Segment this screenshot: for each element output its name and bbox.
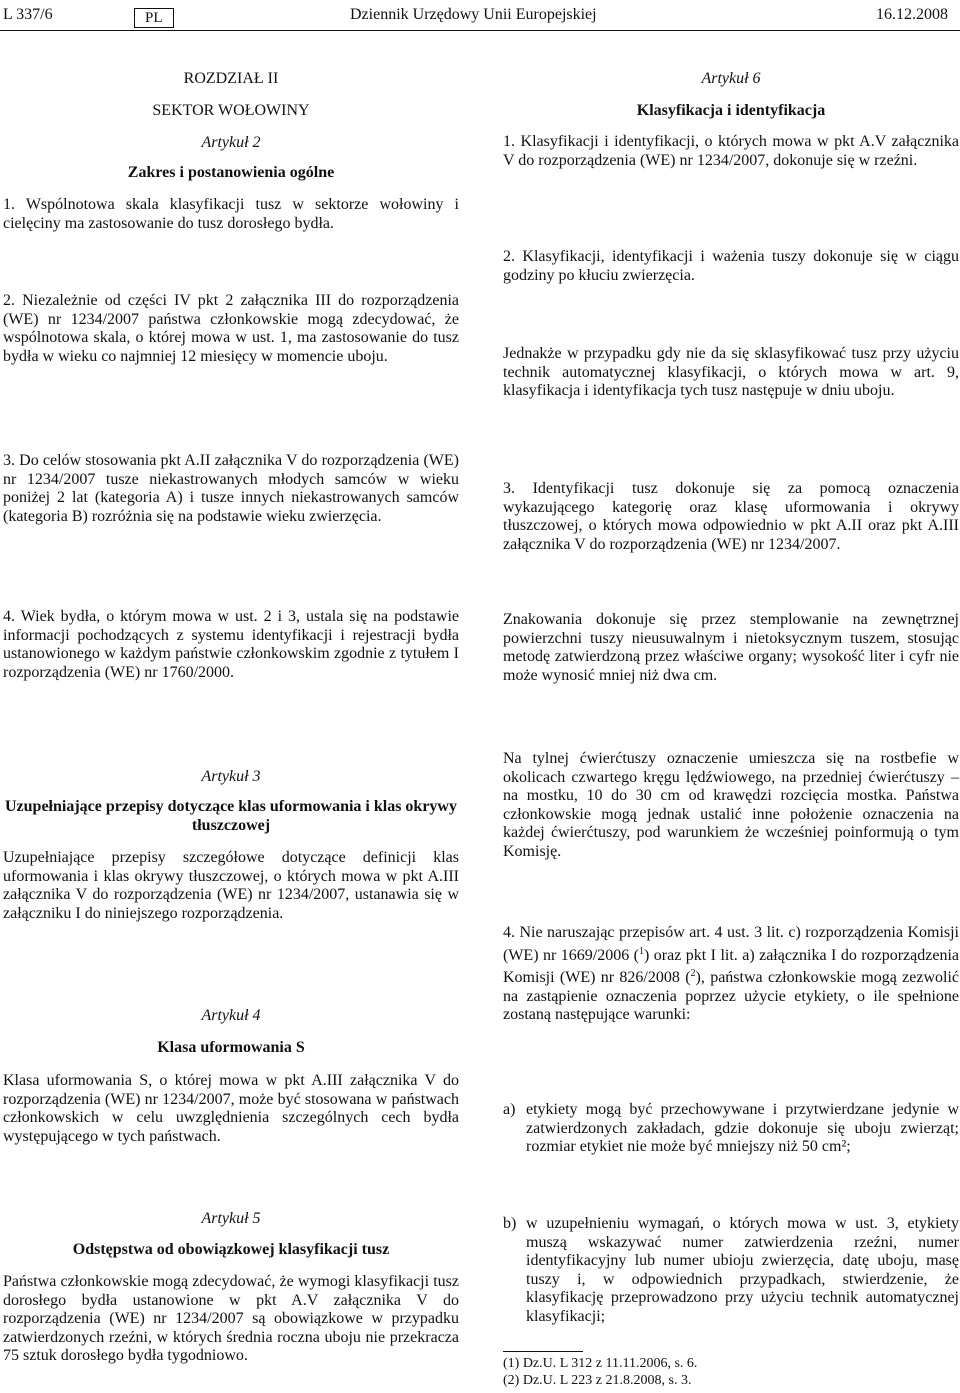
article-3-label: Artykuł 3 xyxy=(201,768,261,785)
article-6-para-3: 3. Identyfikacji tusz dokonuje się za pomocą oznaczenia wykazującego kategorię oraz klasę uformowania i okrywy tłuszczowej, o których mowa odpowiednio w pkt A.II oraz pkt A.III załącznika V do rozporządzenia (WE) nr 1234/2007. xyxy=(503,480,959,553)
article-6-para-2: 2. Klasyfikacji, identyfikacji i ważenia tuszy dokonuje się w ciągu godziny po kłuciu zwierzęcia. xyxy=(503,248,959,284)
article-2-label: Artykuł 2 xyxy=(201,134,261,151)
article-5-title: Odstępstwa od obowiązkowej klasyfikacji tusz xyxy=(72,1241,390,1258)
article-4-label: Artykuł 4 xyxy=(201,1007,261,1024)
article-6-para-3-marking: Znakowania dokonuje się przez stemplowanie na zewnętrznej powierzchni tuszy nieusuwalnym i nietoksycznym tuszem, stosując metodę zatwierdzoną przez właściwe organy; wysokość liter i cyfr nie może wynosić mniej niż dwa cm. xyxy=(503,611,959,684)
footnote-2: (2) Dz.U. L 223 z 21.8.2008, s. 3. xyxy=(503,1373,692,1388)
article-6-para-2-continued: Jednakże w przypadku gdy nie da się sklasyfikować tusz przy użyciu technik automatycznej klasyfikacji, o których mowa w art. 9, klasyfikacja i identyfikacja tych tusz następuje w dniu uboju. xyxy=(503,345,959,399)
footnote-2-ref: 2 xyxy=(690,968,696,979)
article-6-label: Artykuł 6 xyxy=(701,70,761,87)
item-b-letter: b) xyxy=(503,1215,517,1232)
article-5-para-1: Państwa członkowskie mogą zdecydować, że wymogi klasyfikacji tusz dorosłego bydła ustanowione w pkt A.V załącznika V do rozporządzenia (WE) nr 1234/2007 są obowiązkowe w przypadku zatwierdzonych rzeźni, w których średnia roczna uboju nie przekracza 75 sztuk dorosłego bydła tygodniowo. xyxy=(3,1273,459,1364)
article-2-para-3: 3. Do celów stosowania pkt A.II załącznika V do rozporządzenia (WE) nr 1234/2007 tusze niekastrowanych młodych samców w wieku poniżej 2 lat (kategoria A) i tusze innych niekastrowanych samców (kategoria B) rozróżnia się na podstawie wieku zwierzęcia. xyxy=(3,452,459,525)
article-2-para-2: 2. Niezależnie od części IV pkt 2 załącznika III do rozporządzenia (WE) nr 1234/2007 państwa członkowskie mogą zdecydować, że wspólnotowa skala, o której mowa w ust. 1, ma zastosowanie do tusz bydła w wieku co najmniej 12 miesięcy w momencie uboju. xyxy=(3,292,459,365)
footnote-1: (1) Dz.U. L 312 z 11.11.2006, s. 6. xyxy=(503,1356,698,1371)
journal-title: Dziennik Urzędowy Unii Europejskiej xyxy=(350,6,597,23)
page-reference: L 337/6 xyxy=(3,6,53,23)
item-b-text: w uzupełnieniu wymagań, o których mowa w ust. 3, etykiety muszą wskazywać numer zatwierdzenia rzeźni, numer identyfikacyjny lub numer ubioju zwierzęcia, datę uboju, masę tuszy i, w odpowiednich przypadkach, stwierdzenie, że klasyfikację przeprowadzono przy użyciu technik automatycznej klasyfikacji; xyxy=(526,1215,959,1325)
publication-date: 16.12.2008 xyxy=(876,6,948,23)
chapter-heading: ROZDZIAŁ II xyxy=(183,70,279,87)
section-heading: SEKTOR WOŁOWINY xyxy=(152,102,310,119)
item-a-text: etykiety mogą być przechowywane i przytwierdzane jedynie w zatwierdzonych zakładach, gdzie dokonuje się uboju zwierząt; rozmiar etykiet nie może być mniejszy niż 50 cm²; xyxy=(526,1101,959,1155)
article-6-title: Klasyfikacja i identyfikacja xyxy=(636,102,826,119)
article-6-para-4 xyxy=(503,924,959,1025)
article-3-title: Uzupełniające przepisy dotyczące klas uformowania i klas okrywy tłuszczowej xyxy=(5,798,457,834)
para-4-text-end: ), państwa członkowskie mogą zezwolić na zastąpienie oznaczenia poprzez użycie etykiety, o ile spełnione zostaną następujące warunki: xyxy=(503,969,959,1023)
article-2-para-4: 4. Wiek bydła, o którym mowa w ust. 2 i 3, ustala się na podstawie informacji pochodzących z systemu identyfikacji i rejestracji bydła ustanowionego w każdym państwie członkowskim zgodnie z tytułem I rozporządzenia (WE) nr 1760/2000. xyxy=(3,608,459,681)
article-6-para-3-position: Na tylnej ćwierćtuszy oznaczenie umieszcza się na rostbefie w okolicach czwartego kręgu lędźwiowego, na przedniej ćwierćtuszy – na mostku, 10 do 30 cm od krawędzi rozcięcia mostka. Państwa członkowskie mogą jednak ustalić inne położenie oznaczenia na każdej ćwierćtuszy, pod warunkiem że wcześniej poinformują o tym Komisję. xyxy=(503,750,959,860)
article-2-para-1: 1. Wspólnotowa skala klasyfikacji tusz w sektorze wołowiny i cielęciny ma zastosowanie do tusz dorosłego bydła. xyxy=(3,196,459,232)
page-header xyxy=(0,6,960,30)
article-6-para-1: 1. Klasyfikacji i identyfikacji, o których mowa w pkt A.V załącznika V do rozporządzenia (WE) nr 1234/2007, dokonuje się w rzeźni. xyxy=(503,133,959,169)
article-5-label: Artykuł 5 xyxy=(201,1210,261,1227)
article-4-para-1: Klasa uformowania S, o której mowa w pkt A.III załącznika V do rozporządzenia (WE) nr 1234/2007, może być stosowana w państwach członkowskich w celu uwzględnienia szczególnych cech bydła występującego w tych państwach. xyxy=(3,1072,459,1145)
language-badge: PL xyxy=(134,8,174,28)
article-4-title: Klasa uformowania S xyxy=(157,1039,305,1056)
article-3-para-1: Uzupełniające przepisy szczegółowe dotyczące definicji klas uformowania i klas okrywy tłuszczowej, o których mowa w pkt A.III załącznika V do rozporządzenia (WE) nr 1234/2007, ustanawia się w załączniku I do niniejszego rozporządzenia. xyxy=(3,849,459,922)
para-4-text-mid: ) oraz pkt I lit. a) załącznika I do rozporządzenia Komisji (WE) nr 826/2008 ( xyxy=(503,946,960,986)
footnote-rule xyxy=(503,1351,583,1352)
article-2-title: Zakres i postanowienia ogólne xyxy=(127,164,335,181)
item-a-letter: a) xyxy=(503,1101,516,1118)
para-4-text-start: 4. Nie naruszając przepisów art. 4 ust. 3 lit. c) rozporządzenia Komisji (WE) nr 1669/2006 ( xyxy=(503,924,959,964)
footnote-1-ref: 1 xyxy=(639,945,644,957)
header-rule xyxy=(0,30,960,31)
